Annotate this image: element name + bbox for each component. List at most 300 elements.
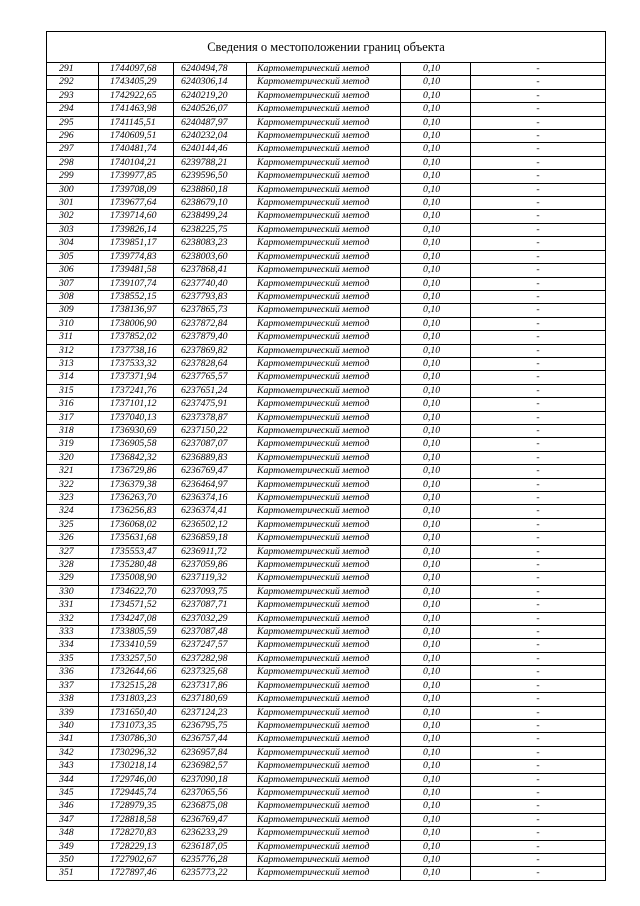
point-number-cell: 312 bbox=[47, 344, 99, 357]
coord-y-cell: 6237740,40 bbox=[174, 277, 247, 290]
coord-y-cell: 6237032,29 bbox=[174, 612, 247, 625]
point-number-cell: 343 bbox=[47, 760, 99, 773]
accuracy-cell: 0,10 bbox=[401, 103, 471, 116]
coord-y-cell: 6236875,08 bbox=[174, 800, 247, 813]
method-cell: Картометрический метод bbox=[247, 800, 401, 813]
coord-x-cell: 1737533,32 bbox=[99, 357, 174, 370]
description-cell: - bbox=[471, 719, 606, 732]
accuracy-cell: 0,10 bbox=[401, 626, 471, 639]
title-row bbox=[47, 32, 606, 63]
method-cell: Картометрический метод bbox=[247, 773, 401, 786]
coord-x-cell: 1738006,90 bbox=[99, 317, 174, 330]
description-cell: - bbox=[471, 143, 606, 156]
coord-y-cell: 6240144,46 bbox=[174, 143, 247, 156]
method-cell: Картометрический метод bbox=[247, 424, 401, 437]
table-row bbox=[47, 760, 606, 773]
table-row bbox=[47, 250, 606, 263]
accuracy-cell: 0,10 bbox=[401, 572, 471, 585]
coord-x-cell: 1739774,83 bbox=[99, 250, 174, 263]
coord-x-cell: 1737852,02 bbox=[99, 331, 174, 344]
coord-x-cell: 1728818,58 bbox=[99, 813, 174, 826]
method-cell: Картометрический метод bbox=[247, 411, 401, 424]
coord-y-cell: 6237180,69 bbox=[174, 693, 247, 706]
coord-x-cell: 1735008,90 bbox=[99, 572, 174, 585]
accuracy-cell: 0,10 bbox=[401, 156, 471, 169]
method-cell: Картометрический метод bbox=[247, 197, 401, 210]
method-cell: Картометрический метод bbox=[247, 116, 401, 129]
point-number-cell: 304 bbox=[47, 237, 99, 250]
coord-x-cell: 1727902,67 bbox=[99, 853, 174, 866]
accuracy-cell: 0,10 bbox=[401, 76, 471, 89]
method-cell: Картометрический метод bbox=[247, 143, 401, 156]
accuracy-cell: 0,10 bbox=[401, 371, 471, 384]
table-row bbox=[47, 210, 606, 223]
description-cell: - bbox=[471, 130, 606, 143]
coord-y-cell: 6238083,23 bbox=[174, 237, 247, 250]
method-cell: Картометрический метод bbox=[247, 733, 401, 746]
point-number-cell: 327 bbox=[47, 545, 99, 558]
accuracy-cell: 0,10 bbox=[401, 599, 471, 612]
point-number-cell: 335 bbox=[47, 652, 99, 665]
point-number-cell: 303 bbox=[47, 223, 99, 236]
method-cell: Картометрический метод bbox=[247, 371, 401, 384]
table-row bbox=[47, 438, 606, 451]
point-number-cell: 320 bbox=[47, 451, 99, 464]
coord-x-cell: 1737101,12 bbox=[99, 398, 174, 411]
point-number-cell: 325 bbox=[47, 518, 99, 531]
description-cell: - bbox=[471, 103, 606, 116]
table-row bbox=[47, 183, 606, 196]
accuracy-cell: 0,10 bbox=[401, 706, 471, 719]
coord-x-cell: 1731803,23 bbox=[99, 693, 174, 706]
accuracy-cell: 0,10 bbox=[401, 545, 471, 558]
description-cell: - bbox=[471, 223, 606, 236]
accuracy-cell: 0,10 bbox=[401, 197, 471, 210]
description-cell: - bbox=[471, 492, 606, 505]
coord-y-cell: 6237119,32 bbox=[174, 572, 247, 585]
table-row bbox=[47, 384, 606, 397]
coord-x-cell: 1739708,09 bbox=[99, 183, 174, 196]
coord-x-cell: 1734571,52 bbox=[99, 599, 174, 612]
method-cell: Картометрический метод bbox=[247, 89, 401, 102]
coord-x-cell: 1734622,70 bbox=[99, 585, 174, 598]
coord-y-cell: 6235776,28 bbox=[174, 853, 247, 866]
coord-y-cell: 6238679,10 bbox=[174, 197, 247, 210]
accuracy-cell: 0,10 bbox=[401, 585, 471, 598]
accuracy-cell: 0,10 bbox=[401, 492, 471, 505]
point-number-cell: 341 bbox=[47, 733, 99, 746]
coord-y-cell: 6238003,60 bbox=[174, 250, 247, 263]
method-cell: Картометрический метод bbox=[247, 465, 401, 478]
method-cell: Картометрический метод bbox=[247, 827, 401, 840]
point-number-cell: 340 bbox=[47, 719, 99, 732]
description-cell: - bbox=[471, 813, 606, 826]
accuracy-cell: 0,10 bbox=[401, 264, 471, 277]
description-cell: - bbox=[471, 290, 606, 303]
point-number-cell: 306 bbox=[47, 264, 99, 277]
method-cell: Картометрический метод bbox=[247, 666, 401, 679]
method-cell: Картометрический метод bbox=[247, 250, 401, 263]
description-cell: - bbox=[471, 505, 606, 518]
table-row bbox=[47, 786, 606, 799]
coord-x-cell: 1733257,50 bbox=[99, 652, 174, 665]
point-number-cell: 307 bbox=[47, 277, 99, 290]
accuracy-cell: 0,10 bbox=[401, 183, 471, 196]
description-cell: - bbox=[471, 210, 606, 223]
coord-x-cell: 1732644,66 bbox=[99, 666, 174, 679]
description-cell: - bbox=[471, 559, 606, 572]
method-cell: Картометрический метод bbox=[247, 304, 401, 317]
coord-y-cell: 6237475,91 bbox=[174, 398, 247, 411]
description-cell: - bbox=[471, 237, 606, 250]
coord-x-cell: 1736263,70 bbox=[99, 492, 174, 505]
accuracy-cell: 0,10 bbox=[401, 89, 471, 102]
accuracy-cell: 0,10 bbox=[401, 344, 471, 357]
table-row bbox=[47, 599, 606, 612]
table-body bbox=[47, 63, 606, 881]
coord-y-cell: 6236982,57 bbox=[174, 760, 247, 773]
method-cell: Картометрический метод bbox=[247, 813, 401, 826]
description-cell: - bbox=[471, 626, 606, 639]
method-cell: Картометрический метод bbox=[247, 156, 401, 169]
description-cell: - bbox=[471, 599, 606, 612]
method-cell: Картометрический метод bbox=[247, 505, 401, 518]
accuracy-cell: 0,10 bbox=[401, 277, 471, 290]
description-cell: - bbox=[471, 371, 606, 384]
point-number-cell: 334 bbox=[47, 639, 99, 652]
table-row bbox=[47, 813, 606, 826]
point-number-cell: 342 bbox=[47, 746, 99, 759]
coord-x-cell: 1731650,40 bbox=[99, 706, 174, 719]
point-number-cell: 295 bbox=[47, 116, 99, 129]
coord-y-cell: 6240494,78 bbox=[174, 63, 247, 76]
point-number-cell: 310 bbox=[47, 317, 99, 330]
accuracy-cell: 0,10 bbox=[401, 223, 471, 236]
description-cell: - bbox=[471, 800, 606, 813]
point-number-cell: 299 bbox=[47, 170, 99, 183]
table-row bbox=[47, 451, 606, 464]
accuracy-cell: 0,10 bbox=[401, 290, 471, 303]
point-number-cell: 318 bbox=[47, 424, 99, 437]
method-cell: Картометрический метод bbox=[247, 599, 401, 612]
accuracy-cell: 0,10 bbox=[401, 210, 471, 223]
accuracy-cell: 0,10 bbox=[401, 465, 471, 478]
table-row bbox=[47, 585, 606, 598]
table-row bbox=[47, 170, 606, 183]
table-row bbox=[47, 197, 606, 210]
coord-x-cell: 1729746,00 bbox=[99, 773, 174, 786]
coord-x-cell: 1744097,68 bbox=[99, 63, 174, 76]
point-number-cell: 351 bbox=[47, 867, 99, 880]
coord-y-cell: 6237378,87 bbox=[174, 411, 247, 424]
point-number-cell: 326 bbox=[47, 532, 99, 545]
coord-y-cell: 6236233,29 bbox=[174, 827, 247, 840]
table-row bbox=[47, 156, 606, 169]
coord-x-cell: 1728979,35 bbox=[99, 800, 174, 813]
table-row bbox=[47, 867, 606, 880]
method-cell: Картометрический метод bbox=[247, 572, 401, 585]
coord-y-cell: 6236911,72 bbox=[174, 545, 247, 558]
coord-y-cell: 6237282,98 bbox=[174, 652, 247, 665]
table-row bbox=[47, 103, 606, 116]
method-cell: Картометрический метод bbox=[247, 853, 401, 866]
description-cell: - bbox=[471, 532, 606, 545]
description-cell: - bbox=[471, 786, 606, 799]
table-row bbox=[47, 317, 606, 330]
accuracy-cell: 0,10 bbox=[401, 304, 471, 317]
coord-y-cell: 6238860,18 bbox=[174, 183, 247, 196]
coord-x-cell: 1734247,08 bbox=[99, 612, 174, 625]
coord-y-cell: 6237868,41 bbox=[174, 264, 247, 277]
coord-x-cell: 1740481,74 bbox=[99, 143, 174, 156]
coord-x-cell: 1735280,48 bbox=[99, 559, 174, 572]
point-number-cell: 294 bbox=[47, 103, 99, 116]
description-cell: - bbox=[471, 63, 606, 76]
point-number-cell: 292 bbox=[47, 76, 99, 89]
table-row bbox=[47, 827, 606, 840]
method-cell: Картометрический метод bbox=[247, 867, 401, 880]
method-cell: Картометрический метод bbox=[247, 63, 401, 76]
coord-x-cell: 1741145,51 bbox=[99, 116, 174, 129]
method-cell: Картометрический метод bbox=[247, 639, 401, 652]
table-row bbox=[47, 398, 606, 411]
coord-y-cell: 6236757,44 bbox=[174, 733, 247, 746]
coord-x-cell: 1727897,46 bbox=[99, 867, 174, 880]
description-cell: - bbox=[471, 264, 606, 277]
coord-y-cell: 6239596,50 bbox=[174, 170, 247, 183]
accuracy-cell: 0,10 bbox=[401, 639, 471, 652]
coord-y-cell: 6237087,48 bbox=[174, 626, 247, 639]
point-number-cell: 305 bbox=[47, 250, 99, 263]
method-cell: Картометрический метод bbox=[247, 451, 401, 464]
method-cell: Картометрический метод bbox=[247, 277, 401, 290]
coord-x-cell: 1728229,13 bbox=[99, 840, 174, 853]
description-cell: - bbox=[471, 170, 606, 183]
coord-y-cell: 6237317,86 bbox=[174, 679, 247, 692]
accuracy-cell: 0,10 bbox=[401, 786, 471, 799]
method-cell: Картометрический метод bbox=[247, 290, 401, 303]
table-row bbox=[47, 344, 606, 357]
accuracy-cell: 0,10 bbox=[401, 827, 471, 840]
table-row bbox=[47, 465, 606, 478]
boundary-table bbox=[46, 31, 606, 881]
point-number-cell: 333 bbox=[47, 626, 99, 639]
description-cell: - bbox=[471, 840, 606, 853]
coord-y-cell: 6237869,82 bbox=[174, 344, 247, 357]
description-cell: - bbox=[471, 733, 606, 746]
table-row bbox=[47, 130, 606, 143]
point-number-cell: 336 bbox=[47, 666, 99, 679]
coord-y-cell: 6240306,14 bbox=[174, 76, 247, 89]
description-cell: - bbox=[471, 384, 606, 397]
point-number-cell: 347 bbox=[47, 813, 99, 826]
coord-y-cell: 6237872,84 bbox=[174, 317, 247, 330]
coord-y-cell: 6237093,75 bbox=[174, 585, 247, 598]
coord-y-cell: 6237087,07 bbox=[174, 438, 247, 451]
point-number-cell: 350 bbox=[47, 853, 99, 866]
description-cell: - bbox=[471, 478, 606, 491]
point-number-cell: 311 bbox=[47, 331, 99, 344]
accuracy-cell: 0,10 bbox=[401, 679, 471, 692]
method-cell: Картометрический метод bbox=[247, 532, 401, 545]
table-row bbox=[47, 612, 606, 625]
coord-y-cell: 6238499,24 bbox=[174, 210, 247, 223]
accuracy-cell: 0,10 bbox=[401, 411, 471, 424]
accuracy-cell: 0,10 bbox=[401, 532, 471, 545]
table-row bbox=[47, 371, 606, 384]
table-title: Сведения о местоположении границ объекта bbox=[47, 32, 606, 63]
point-number-cell: 315 bbox=[47, 384, 99, 397]
description-cell: - bbox=[471, 572, 606, 585]
coord-x-cell: 1739977,85 bbox=[99, 170, 174, 183]
method-cell: Картометрический метод bbox=[247, 585, 401, 598]
coord-x-cell: 1737738,16 bbox=[99, 344, 174, 357]
description-cell: - bbox=[471, 411, 606, 424]
description-cell: - bbox=[471, 585, 606, 598]
table-row bbox=[47, 626, 606, 639]
accuracy-cell: 0,10 bbox=[401, 170, 471, 183]
table-row bbox=[47, 679, 606, 692]
coord-x-cell: 1730296,32 bbox=[99, 746, 174, 759]
coord-y-cell: 6236464,97 bbox=[174, 478, 247, 491]
boundary-sheet bbox=[46, 31, 605, 881]
coord-x-cell: 1730218,14 bbox=[99, 760, 174, 773]
accuracy-cell: 0,10 bbox=[401, 63, 471, 76]
method-cell: Картометрический метод bbox=[247, 478, 401, 491]
coord-y-cell: 6237651,24 bbox=[174, 384, 247, 397]
description-cell: - bbox=[471, 156, 606, 169]
coord-x-cell: 1733805,59 bbox=[99, 626, 174, 639]
table-row bbox=[47, 331, 606, 344]
method-cell: Картометрический метод bbox=[247, 331, 401, 344]
table-row bbox=[47, 666, 606, 679]
method-cell: Картометрический метод bbox=[247, 170, 401, 183]
method-cell: Картометрический метод bbox=[247, 693, 401, 706]
method-cell: Картометрический метод bbox=[247, 518, 401, 531]
method-cell: Картометрический метод bbox=[247, 492, 401, 505]
table-row bbox=[47, 143, 606, 156]
method-cell: Картометрический метод bbox=[247, 237, 401, 250]
description-cell: - bbox=[471, 545, 606, 558]
point-number-cell: 323 bbox=[47, 492, 99, 505]
accuracy-cell: 0,10 bbox=[401, 478, 471, 491]
accuracy-cell: 0,10 bbox=[401, 451, 471, 464]
point-number-cell: 317 bbox=[47, 411, 99, 424]
accuracy-cell: 0,10 bbox=[401, 559, 471, 572]
description-cell: - bbox=[471, 451, 606, 464]
accuracy-cell: 0,10 bbox=[401, 438, 471, 451]
coord-x-cell: 1736256,83 bbox=[99, 505, 174, 518]
accuracy-cell: 0,10 bbox=[401, 130, 471, 143]
coord-y-cell: 6237325,68 bbox=[174, 666, 247, 679]
coord-x-cell: 1735553,47 bbox=[99, 545, 174, 558]
description-cell: - bbox=[471, 760, 606, 773]
description-cell: - bbox=[471, 679, 606, 692]
coord-y-cell: 6237124,23 bbox=[174, 706, 247, 719]
table-row bbox=[47, 719, 606, 732]
point-number-cell: 329 bbox=[47, 572, 99, 585]
table-row bbox=[47, 505, 606, 518]
coord-y-cell: 6237087,71 bbox=[174, 599, 247, 612]
method-cell: Картометрический метод bbox=[247, 652, 401, 665]
table-row bbox=[47, 76, 606, 89]
coord-y-cell: 6236374,16 bbox=[174, 492, 247, 505]
accuracy-cell: 0,10 bbox=[401, 773, 471, 786]
coord-x-cell: 1739826,14 bbox=[99, 223, 174, 236]
coord-x-cell: 1739677,64 bbox=[99, 197, 174, 210]
accuracy-cell: 0,10 bbox=[401, 612, 471, 625]
method-cell: Картометрический метод bbox=[247, 344, 401, 357]
table-row bbox=[47, 290, 606, 303]
accuracy-cell: 0,10 bbox=[401, 666, 471, 679]
description-cell: - bbox=[471, 693, 606, 706]
coord-x-cell: 1736068,02 bbox=[99, 518, 174, 531]
table-row bbox=[47, 264, 606, 277]
table-row bbox=[47, 518, 606, 531]
table-row bbox=[47, 840, 606, 853]
method-cell: Картометрический метод bbox=[247, 103, 401, 116]
method-cell: Картометрический метод bbox=[247, 840, 401, 853]
description-cell: - bbox=[471, 465, 606, 478]
coord-y-cell: 6240219,20 bbox=[174, 89, 247, 102]
table-row bbox=[47, 706, 606, 719]
coord-y-cell: 6239788,21 bbox=[174, 156, 247, 169]
point-number-cell: 338 bbox=[47, 693, 99, 706]
table-row bbox=[47, 89, 606, 102]
coord-x-cell: 1738136,97 bbox=[99, 304, 174, 317]
method-cell: Картометрический метод bbox=[247, 679, 401, 692]
method-cell: Картометрический метод bbox=[247, 626, 401, 639]
accuracy-cell: 0,10 bbox=[401, 357, 471, 370]
description-cell: - bbox=[471, 76, 606, 89]
accuracy-cell: 0,10 bbox=[401, 398, 471, 411]
point-number-cell: 302 bbox=[47, 210, 99, 223]
coord-y-cell: 6240232,04 bbox=[174, 130, 247, 143]
point-number-cell: 345 bbox=[47, 786, 99, 799]
description-cell: - bbox=[471, 853, 606, 866]
method-cell: Картометрический метод bbox=[247, 183, 401, 196]
coord-x-cell: 1733410,59 bbox=[99, 639, 174, 652]
coord-x-cell: 1739107,74 bbox=[99, 277, 174, 290]
point-number-cell: 301 bbox=[47, 197, 99, 210]
table-row bbox=[47, 492, 606, 505]
description-cell: - bbox=[471, 331, 606, 344]
description-cell: - bbox=[471, 639, 606, 652]
coord-y-cell: 6237828,64 bbox=[174, 357, 247, 370]
table-row bbox=[47, 746, 606, 759]
table-row bbox=[47, 545, 606, 558]
point-number-cell: 297 bbox=[47, 143, 99, 156]
coord-x-cell: 1741463,98 bbox=[99, 103, 174, 116]
point-number-cell: 291 bbox=[47, 63, 99, 76]
method-cell: Картометрический метод bbox=[247, 545, 401, 558]
method-cell: Картометрический метод bbox=[247, 760, 401, 773]
point-number-cell: 337 bbox=[47, 679, 99, 692]
point-number-cell: 349 bbox=[47, 840, 99, 853]
description-cell: - bbox=[471, 344, 606, 357]
point-number-cell: 322 bbox=[47, 478, 99, 491]
method-cell: Картометрический метод bbox=[247, 384, 401, 397]
point-number-cell: 314 bbox=[47, 371, 99, 384]
accuracy-cell: 0,10 bbox=[401, 760, 471, 773]
accuracy-cell: 0,10 bbox=[401, 317, 471, 330]
coord-y-cell: 6237765,57 bbox=[174, 371, 247, 384]
method-cell: Картометрический метод bbox=[247, 719, 401, 732]
table-row bbox=[47, 853, 606, 866]
accuracy-cell: 0,10 bbox=[401, 693, 471, 706]
coord-y-cell: 6236957,84 bbox=[174, 746, 247, 759]
table-row bbox=[47, 424, 606, 437]
